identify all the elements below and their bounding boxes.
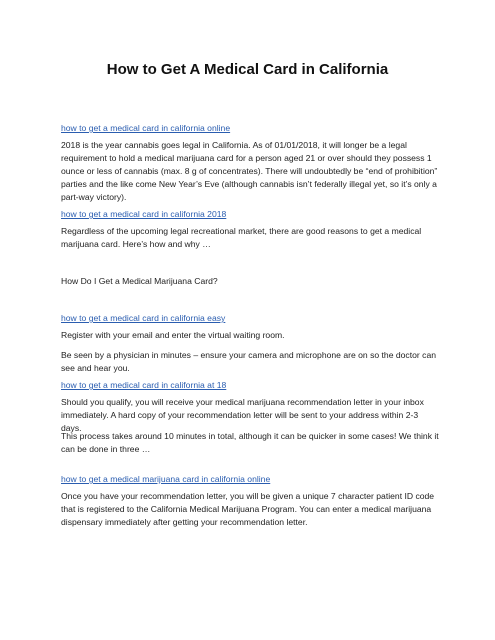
paragraph-patient-id: Once you have your recommendation letter, you will be given a unique 7 character patient ID code that is registered to the California Medical Marijuana Program. You can enter a medical marijuana dispensary immediately after getting your recommendation letter. xyxy=(61,491,435,527)
paragraph-question: How Do I Get a Medical Marijuana Card? xyxy=(61,276,218,286)
paragraph-recreational-market: Regardless of the upcoming legal recreational market, there are good reasons to get a medical marijuana card. Here’s how and why … xyxy=(61,226,422,249)
paragraph-process-time: This process takes around 10 minutes in total, although it can be quicker in some cases! We think it can be done in three … xyxy=(61,431,439,454)
paragraph-physician: Be seen by a physician in minutes – ensure your camera and microphone are on so the doctor can see and hear you. xyxy=(61,350,436,373)
link-card-california-2018[interactable]: how to get a medical card in california 2018 xyxy=(61,209,227,219)
link-card-california-easy[interactable]: how to get a medical card in california easy xyxy=(61,313,226,323)
link-marijuana-card-california-online[interactable]: how to get a medical marijuana card in california online xyxy=(61,474,271,484)
link-card-california-online[interactable]: how to get a medical card in california online xyxy=(61,123,231,133)
paragraph-register: Register with your email and enter the virtual waiting room. xyxy=(61,330,285,340)
paragraph-intro: 2018 is the year cannabis goes legal in California. As of 01/01/2018, it will longer be a legal requirement to hold a medical marijuana card for a person aged 21 or over should they possess 1 ounce or less of cannabis (max. 8 g of concentrates). There will undoubtedly be “end of prohibition” parties and the like come New Year’s Eve (although cannabis isn’t federally illegal yet, so it’s only a part-way victory). xyxy=(61,140,438,202)
link-card-california-at-18[interactable]: how to get a medical card in california at 18 xyxy=(61,380,227,390)
paragraph-qualify: Should you qualify, you will receive your medical marijuana recommendation letter in your inbox immediately. A hard copy of your recommendation letter will be sent to your address within 2-3 days. xyxy=(61,397,424,433)
page-title: How to Get A Medical Card in California xyxy=(106,61,389,78)
